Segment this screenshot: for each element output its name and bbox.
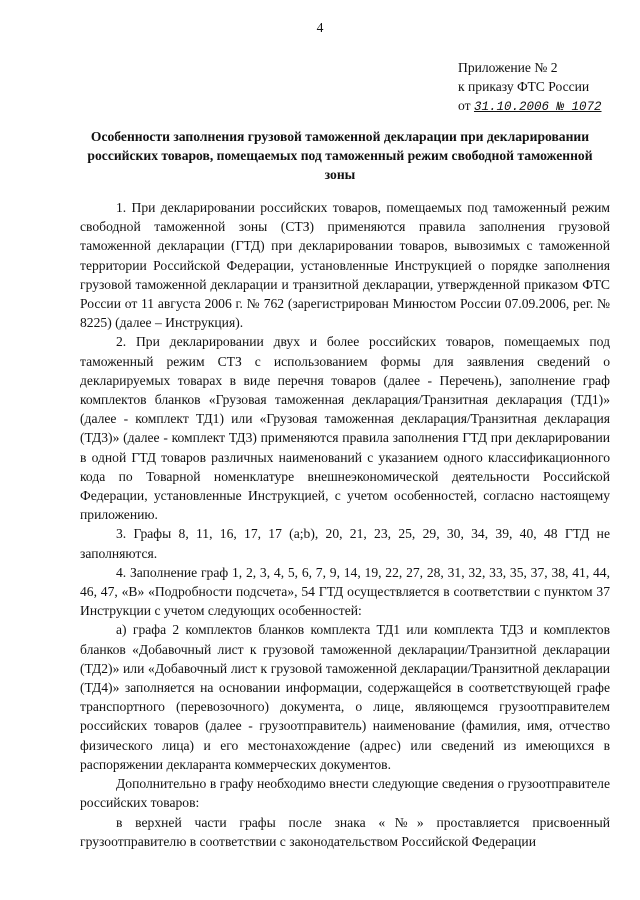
appendix-header (458, 58, 628, 117)
paragraph-2: 2. При декларировании двух и более российских товаров, помещаемых под таможенный режим СТЗ с использованием формы для заявления сведений о декларируемых товарах в виде перечня товаров (далее - Перечень), заполнение граф комплектов бланков «Грузовая таможенная декларация/Транзитная декларация (ТД1)» (далее - комплект ТД1) или «Грузовая таможенная декларация/Транзитная декларация (ТД3)» (далее - комплект ТД3) применяются правила заполнения ГТД при декларировании в одной ГТД товаров различных наименований с указанием одного классификационного кода по Товарной номенклатуре внешнеэкономической деятельности Российской Федерации, установленные Инструкцией, с учетом особенностей, согласно настоящему приложению. (80, 334, 610, 523)
page-number: 4 (316, 20, 324, 35)
appendix-date-value: 31.10.2006 № 1072 (473, 100, 602, 114)
document-body (80, 198, 610, 851)
appendix-line-1: Приложение № 2 (458, 60, 558, 75)
paragraph-4: 4. Заполнение граф 1, 2, 3, 4, 5, 6, 7, 9, 14, 19, 22, 27, 28, 31, 32, 33, 35, 37, 38, 41, 44, 46, 47, «В» «Подробности подсчета», 54 ГТД осуществляется в соответствии с пунктом 37 Инструкции с учетом следующих особенностей: (80, 564, 610, 619)
document-title: Особенности заполнения грузовой таможенной декларации при декларировании российских товаров, помещаемых под таможенный режим свободной таможенной зоны (87, 129, 593, 182)
appendix-line-2: к приказу ФТС России (458, 79, 590, 94)
paragraph-3: 3. Графы 8, 11, 16, 17, 17 (a;b), 20, 21, 23, 25, 29, 30, 34, 39, 40, 48 ГТД не заполняются. (80, 526, 610, 561)
paragraph-upper-part: в верхней части графы после знака «№» проставляется присвоенный грузоотправителю в соответствии с законодательством Российской Федерации (80, 814, 610, 849)
paragraph-4a: а) графа 2 комплектов бланков комплекта ТД1 или комплекта ТД3 и комплектов бланков «Добавочный лист к грузовой таможенной декларации/Транзитной декларации (ТД2)» или «Добавочный лист к грузовой таможенной декларации/Транзитной декларации (ТД4)» заполняется на основании информации, содержащейся в соответствующей графе транспортного (перевозочного) документа, о лице, являющемся грузоотправителем российских товаров (далее - грузоотправитель) наименование (фамилия, имя, отчество физического лица) и его местонахождение (адрес) или сведений из имеющихся в распоряжении декларанта коммерческих документов. (80, 622, 610, 772)
paragraph-1: 1. При декларировании российских товаров, помещаемых под таможенный режим свободной таможенной зоны (СТЗ) применяются правила заполнения грузовой таможенной декларации (ГТД) при декларировании товаров, вывозимых с таможенной территории Российской Федерации, установленные Инструкцией о порядке заполнения грузовой таможенной декларации и транзитной декларации, утвержденной приказом ФТС России от 11 августа 2006 г. № 762 (зарегистрирован Минюстом России 07.09.2006, рег. № 8225) (далее – Инструкция). (80, 200, 610, 331)
appendix-date-prefix: от (458, 98, 471, 113)
appendix-date-line (458, 96, 628, 117)
paragraph-additional: Дополнительно в графу необходимо внести следующие сведения о грузоотправителе российских товаров: (80, 776, 610, 811)
